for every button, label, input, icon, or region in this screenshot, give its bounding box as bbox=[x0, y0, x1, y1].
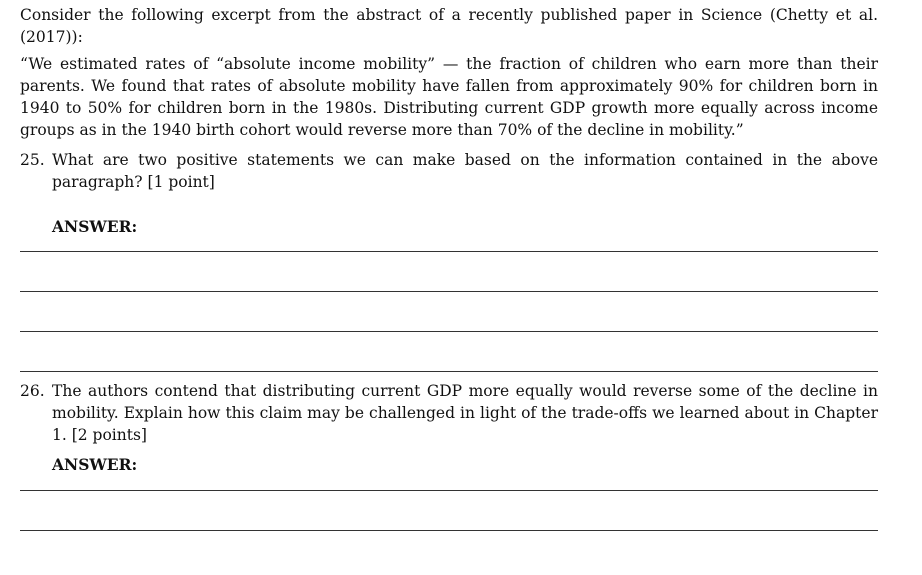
document-page bbox=[20, 4, 878, 531]
answer-line bbox=[20, 251, 878, 252]
answer-line bbox=[20, 530, 878, 531]
question-text: The authors contend that distributing current GDP more equally would reverse some of the decline in mobility. Explain how this claim may be challenged in light of the trade-offs we learned about in Chapter 1. [2 points] bbox=[52, 382, 878, 444]
question-26-prompt bbox=[20, 380, 878, 446]
abstract-quote: “We estimated rates of “absolute income mobility” — the fraction of children who earn more than their parents. We found that rates of absolute mobility have fallen from approximately 90% for children born in 1940 to 50% for children born in the 1980s. Distributing current GDP growth more equally across income groups as in the 1940 birth cohort would reverse more than 70% of the decline in mobility.” bbox=[20, 55, 878, 139]
answer-line bbox=[20, 371, 878, 372]
answer-label: ANSWER: bbox=[52, 455, 138, 474]
answer-line bbox=[20, 291, 878, 292]
question-25 bbox=[20, 149, 878, 372]
question-text: What are two positive statements we can make based on the information contained in the above paragraph? [1 point] bbox=[52, 151, 878, 191]
answer-line bbox=[20, 490, 878, 491]
answer-line bbox=[20, 331, 878, 332]
question-number: 25. bbox=[20, 151, 45, 169]
intro-paragraph: Consider the following excerpt from the abstract of a recently published paper in Science (Chetty et al. (2017)): bbox=[20, 6, 878, 46]
question-26 bbox=[20, 380, 878, 531]
question-25-prompt bbox=[20, 149, 878, 193]
answer-label: ANSWER: bbox=[52, 217, 138, 236]
question-number: 26. bbox=[20, 382, 45, 400]
